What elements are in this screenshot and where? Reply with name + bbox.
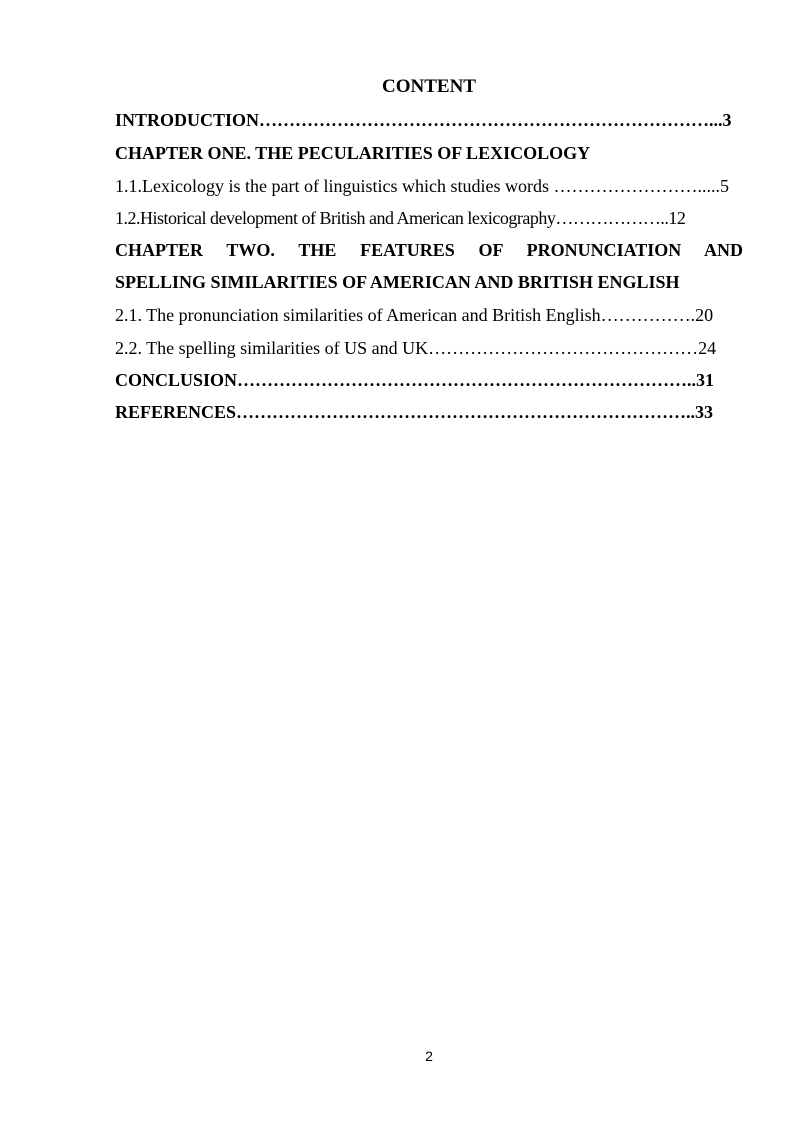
toc-entry-introduction: INTRODUCTION…………………………………………………………………...3 [115,110,732,130]
page-number: 2 [425,1048,433,1064]
toc-chapter-two-heading-line-2: SPELLING SIMILARITIES OF AMERICAN AND BRITISH ENGLISH [115,272,680,292]
toc-entry-references: REFERENCES…………………………………………………………………..33 [115,402,714,422]
toc-entry-1-2: 1.2.Historical development of British and American lexicography………………..12 [115,208,686,228]
toc-entry-conclusion: CONCLUSION…………………………………………………………………..31 [115,370,715,390]
toc-chapter-one-heading: CHAPTER ONE. THE PECULARITIES OF LEXICOLOGY [115,143,591,163]
toc-entry-2-2: 2.2. The spelling similarities of US and UK………………………………………24 [115,338,717,358]
toc-chapter-two-heading-line-1: CHAPTER TWO. THE FEATURES OF PRONUNCIATION AND [115,240,743,260]
page-title: CONTENT [382,76,476,97]
toc-entry-2-1: 2.1. The pronunciation similarities of American and British English…………….20 [115,305,714,325]
toc-entry-1-1: 1.1.Lexicology is the part of linguistics which studies words …………………….....5 [115,176,729,196]
